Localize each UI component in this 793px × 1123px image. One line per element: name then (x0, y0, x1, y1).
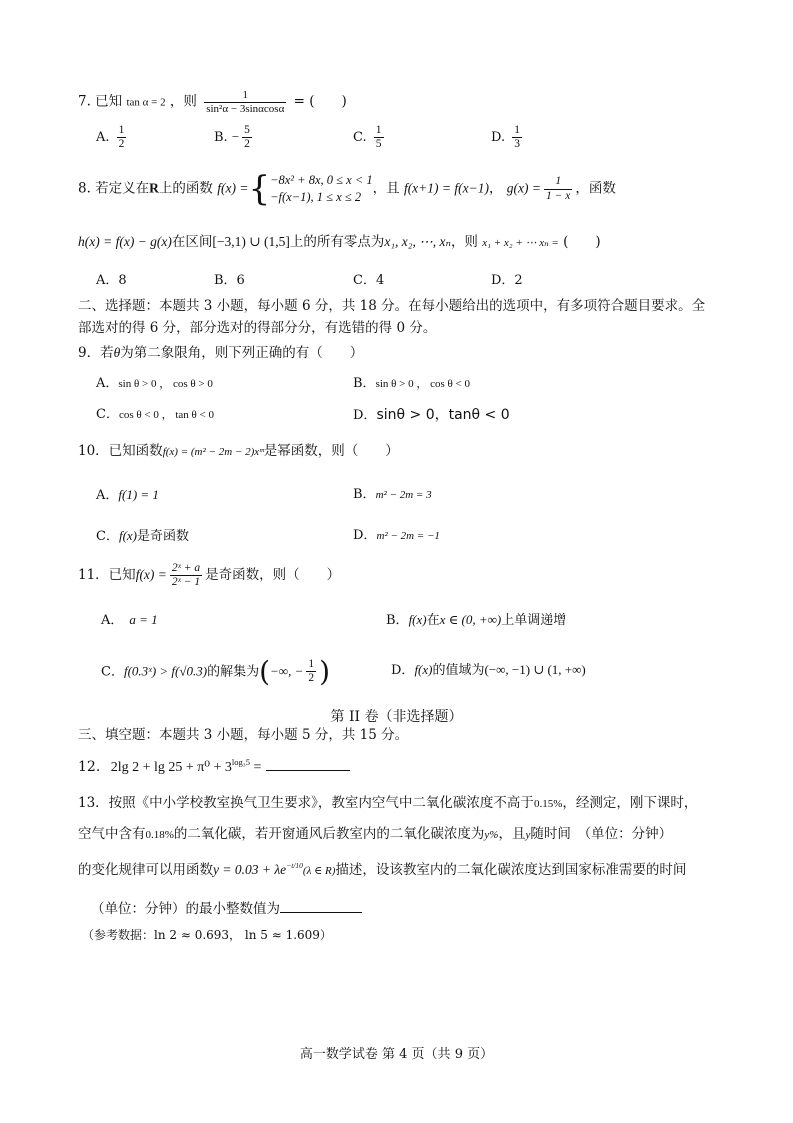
q13-text: 随时间 （单位：分钟） (530, 826, 673, 842)
den: 1 − x (546, 189, 571, 202)
den: 2 (244, 138, 250, 151)
q8-condition: f(x+1) = f(x−1) (403, 180, 489, 196)
q10-function: f(x) = (m² − 2m − 2)xᵐ (162, 446, 264, 458)
option-text: m² − 2m = 3 (375, 489, 432, 501)
q7-option-d (491, 124, 525, 151)
option-label: A. (96, 130, 110, 146)
option-text: sinθ > 0，tanθ < 0 (376, 407, 510, 423)
q12-exponent: log₃5 (231, 757, 250, 767)
right-paren: ) (319, 655, 331, 688)
q13-text: 空气中含有 (78, 826, 146, 842)
q8-option-a: A．8 (96, 273, 127, 288)
option-range: (−∞, −1) ∪ (1, +∞) (484, 662, 586, 677)
q7-num: 1 (204, 89, 286, 103)
option-label: B． (353, 376, 376, 391)
q7-option-a (96, 124, 129, 151)
q8-gx: g(x) = (506, 180, 542, 196)
q13-y: y (525, 829, 531, 841)
option-text: 上单调递增 (501, 613, 567, 628)
den: 2ˣ − 1 (171, 576, 201, 589)
option-label: D． (353, 528, 377, 543)
option-text: cos θ < 0 ， tan θ < 0 (118, 409, 214, 421)
page-footer: 高一数学试卷 第 4 页（共 9 页） (299, 1047, 494, 1062)
part-2-title: 第 II 卷（非选择题） (330, 709, 463, 725)
q12-answer-blank[interactable] (266, 756, 350, 771)
option-label: C. (353, 130, 367, 146)
q7-option-c (353, 124, 387, 151)
q10-option-b (353, 487, 432, 503)
option-text: sin θ > 0 ， cos θ < 0 (375, 378, 471, 390)
question-11 (78, 562, 340, 589)
q8-and: ，且 (372, 180, 400, 197)
num: 1 (512, 124, 522, 138)
option-interval: −∞, − (270, 663, 304, 679)
q13-reference-data: （参考数据：ln 2 ≈ 0.693， ln 5 ≈ 1.609） (82, 928, 332, 942)
question-10 (78, 443, 399, 459)
option-interval: x ∈ (0, +∞) (439, 612, 502, 627)
q8-fx: f(x) = (217, 180, 249, 196)
q7-mid: ，则 (169, 93, 197, 110)
section-2-heading: 二、选择题：本题共 3 小题，每小题 6 分，共 18 分。在每小题给出的选项中，有多项符合题目要求。全 (78, 298, 706, 314)
q8-text: 在区间 (171, 234, 213, 250)
q7-a-frac (117, 124, 127, 151)
q13-text: ，经测定，刚下课时， (562, 795, 698, 811)
option-text: sin θ > 0 ， cos θ > 0 (118, 378, 213, 390)
option-label: A． (96, 488, 119, 503)
q7-b-frac (242, 124, 252, 151)
option-label: B. (214, 130, 228, 146)
q9-prefix: 9．若 (78, 345, 114, 361)
q8-zeros: x₁, x₂, ⋯, xₙ (384, 234, 451, 249)
q13-text: 的二氧化碳，若开窗通风后教室内的二氧化碳浓度为 (173, 826, 485, 842)
question-9 (78, 345, 363, 361)
q7-c-frac (374, 124, 384, 151)
question-13-line-2 (78, 826, 672, 842)
q8-text: ，则 (450, 234, 478, 250)
question-13-line-3 (78, 861, 686, 878)
q11-option-b (386, 612, 566, 629)
question-13-line-1 (78, 795, 697, 811)
option-label: B． (353, 487, 376, 502)
num: 1 (374, 124, 384, 138)
q13-function: y = 0.03 + λe (213, 862, 287, 877)
option-label: C． (96, 407, 119, 422)
q13-value: 0.18% (145, 829, 174, 841)
q7-den: sin²α − 3sinαcosα (206, 102, 285, 115)
option-label: A． (96, 376, 119, 391)
q12-label: 12. (78, 759, 101, 775)
q11-prefix: 11．已知 (78, 567, 136, 584)
q11-stem: 是奇函数，则（ ） (205, 567, 341, 584)
case-1: −8x² + 8x, 0 ≤ x < 1 (270, 173, 373, 188)
q11-option-a (101, 612, 158, 629)
q10-prefix: 10．已知函数 (78, 443, 163, 459)
q9-option-a (96, 376, 213, 392)
num: 2ˣ + a (170, 562, 202, 576)
question-12 (78, 756, 350, 777)
den: 2 (308, 672, 315, 685)
q13-text: 描述，设该教室内的二氧化碳浓度达到国家标准需要的时间 (335, 862, 687, 878)
option-text: f(1) = 1 (118, 487, 159, 502)
num: 1 (117, 124, 127, 138)
q7-fraction (204, 89, 286, 115)
option-fx: f(x) (408, 612, 427, 627)
section-2-heading-cont: 部选对的得 6 分，部分选对的得部分分，有选错的得 0 分。 (78, 320, 437, 336)
option-suffix: 是奇函数 (137, 529, 190, 544)
option-text: a = 1 (129, 612, 158, 627)
q7-given: tan α = 2 (126, 96, 166, 109)
left-paren: ( (259, 655, 271, 688)
q10-option-c (96, 528, 189, 545)
option-text: 的解集为 (207, 664, 260, 680)
q8-option-d: D．2 (491, 273, 523, 288)
q8-interval: [−3,1) ∪ (1,5] (212, 234, 290, 249)
sign: − (231, 129, 240, 145)
question-13-line-4 (91, 898, 362, 917)
q8-text: 上的函数 (158, 180, 213, 197)
option-text: m² − 2m = −1 (376, 530, 440, 542)
q11-option-c (101, 655, 330, 689)
section-3-heading: 三、填空题：本题共 3 小题，每小题 5 分，共 15 分。 (78, 727, 409, 743)
den: 2 (118, 138, 125, 151)
theta-symbol: θ (113, 345, 121, 360)
q13-y-percent: y% (484, 829, 499, 841)
q13-lambda: (λ ∈ R) (302, 865, 336, 877)
q8-sum: x₁ + x₂ + ⋯ xₙ = (482, 237, 559, 249)
option-label: D． (391, 663, 415, 678)
question-8-line-2 (78, 234, 601, 250)
q12-equals: = (249, 760, 262, 775)
q13-exponent: −t/10 (286, 861, 303, 870)
q13-text: ，且 (498, 826, 526, 842)
q7-prefix: 7. 已知 (78, 93, 123, 110)
option-label: D． (353, 408, 377, 423)
q7-suffix: = ( ) (293, 93, 347, 110)
option-label: A． (101, 613, 124, 628)
q8-tail: ，函数 (575, 180, 616, 197)
option-label: D. (491, 130, 506, 146)
q9-stem: 为第二象限角，则下列正确的有（ ） (120, 345, 364, 361)
option-label: B． (386, 613, 409, 628)
option-inequality: f(0.3ˣ) > f(√0.3) (123, 663, 208, 679)
q10-stem: 是幂函数，则（ ） (263, 443, 399, 459)
q8-option-c: C．4 (353, 273, 385, 288)
q13-answer-blank[interactable] (280, 898, 362, 913)
q8-hx: h(x) = f(x) − g(x) (78, 234, 172, 249)
q9-option-c (96, 407, 214, 423)
option-text: 的值域为 (432, 663, 485, 678)
q10-option-d (353, 528, 440, 544)
q13-value: 0.15% (533, 798, 563, 810)
num: 5 (242, 124, 252, 138)
q8-piecewise (270, 172, 373, 206)
option-fx: f(x) (414, 662, 433, 677)
option-text: f(x) (118, 528, 137, 543)
real-set-symbol: R (149, 180, 159, 196)
q10-option-a (96, 487, 159, 504)
num: 1 (306, 658, 316, 672)
q8-paren: ( ) (563, 234, 601, 250)
q7-option-b (214, 124, 255, 151)
q12-expression: 2lg 2 + lg 25 + π⁰ + 3 (110, 760, 232, 775)
den: 5 (375, 138, 382, 151)
q8-option-b: B．6 (214, 273, 245, 288)
num: 1 (544, 175, 572, 189)
q8-prefix: 8. 若定义在 (78, 180, 150, 197)
q11-c-frac (306, 658, 316, 685)
q9-option-b (353, 376, 470, 392)
option-label: C． (101, 664, 124, 680)
q13-text: 的变化规律可以用函数 (78, 862, 213, 878)
brace-symbol: { (248, 169, 271, 209)
case-2: −f(x−1), 1 ≤ x ≤ 2 (270, 190, 362, 204)
q11-option-d (391, 662, 586, 679)
den: 3 (514, 138, 520, 151)
option-label: C． (96, 529, 119, 544)
question-8: 8. 若定义在R上的函数 f(x) ={ −8x² + 8x, 0 ≤ x < 1 −f(x−1), 1 ≤ x ≤ 2 ，且 f(x+1) = f(x−1)， g(x) = $\frac{1}{1 - x}$ ，函数 (78, 169, 616, 209)
q7-d-frac (512, 124, 522, 151)
q8-g-frac (544, 175, 572, 202)
q13-text: （单位：分钟）的最小整数值为 (91, 901, 280, 917)
q11-fraction (170, 562, 202, 589)
question-7 (78, 89, 347, 115)
q11-fx: f(x) = (135, 567, 167, 583)
q9-option-d (353, 407, 510, 424)
q8-text: 上的所有零点为 (289, 234, 385, 250)
q13-text: 13．按照《中小学校教室换气卫生要求》，教室内空气中二氧化碳浓度不高于 (78, 795, 534, 811)
option-text: 在 (426, 613, 440, 628)
